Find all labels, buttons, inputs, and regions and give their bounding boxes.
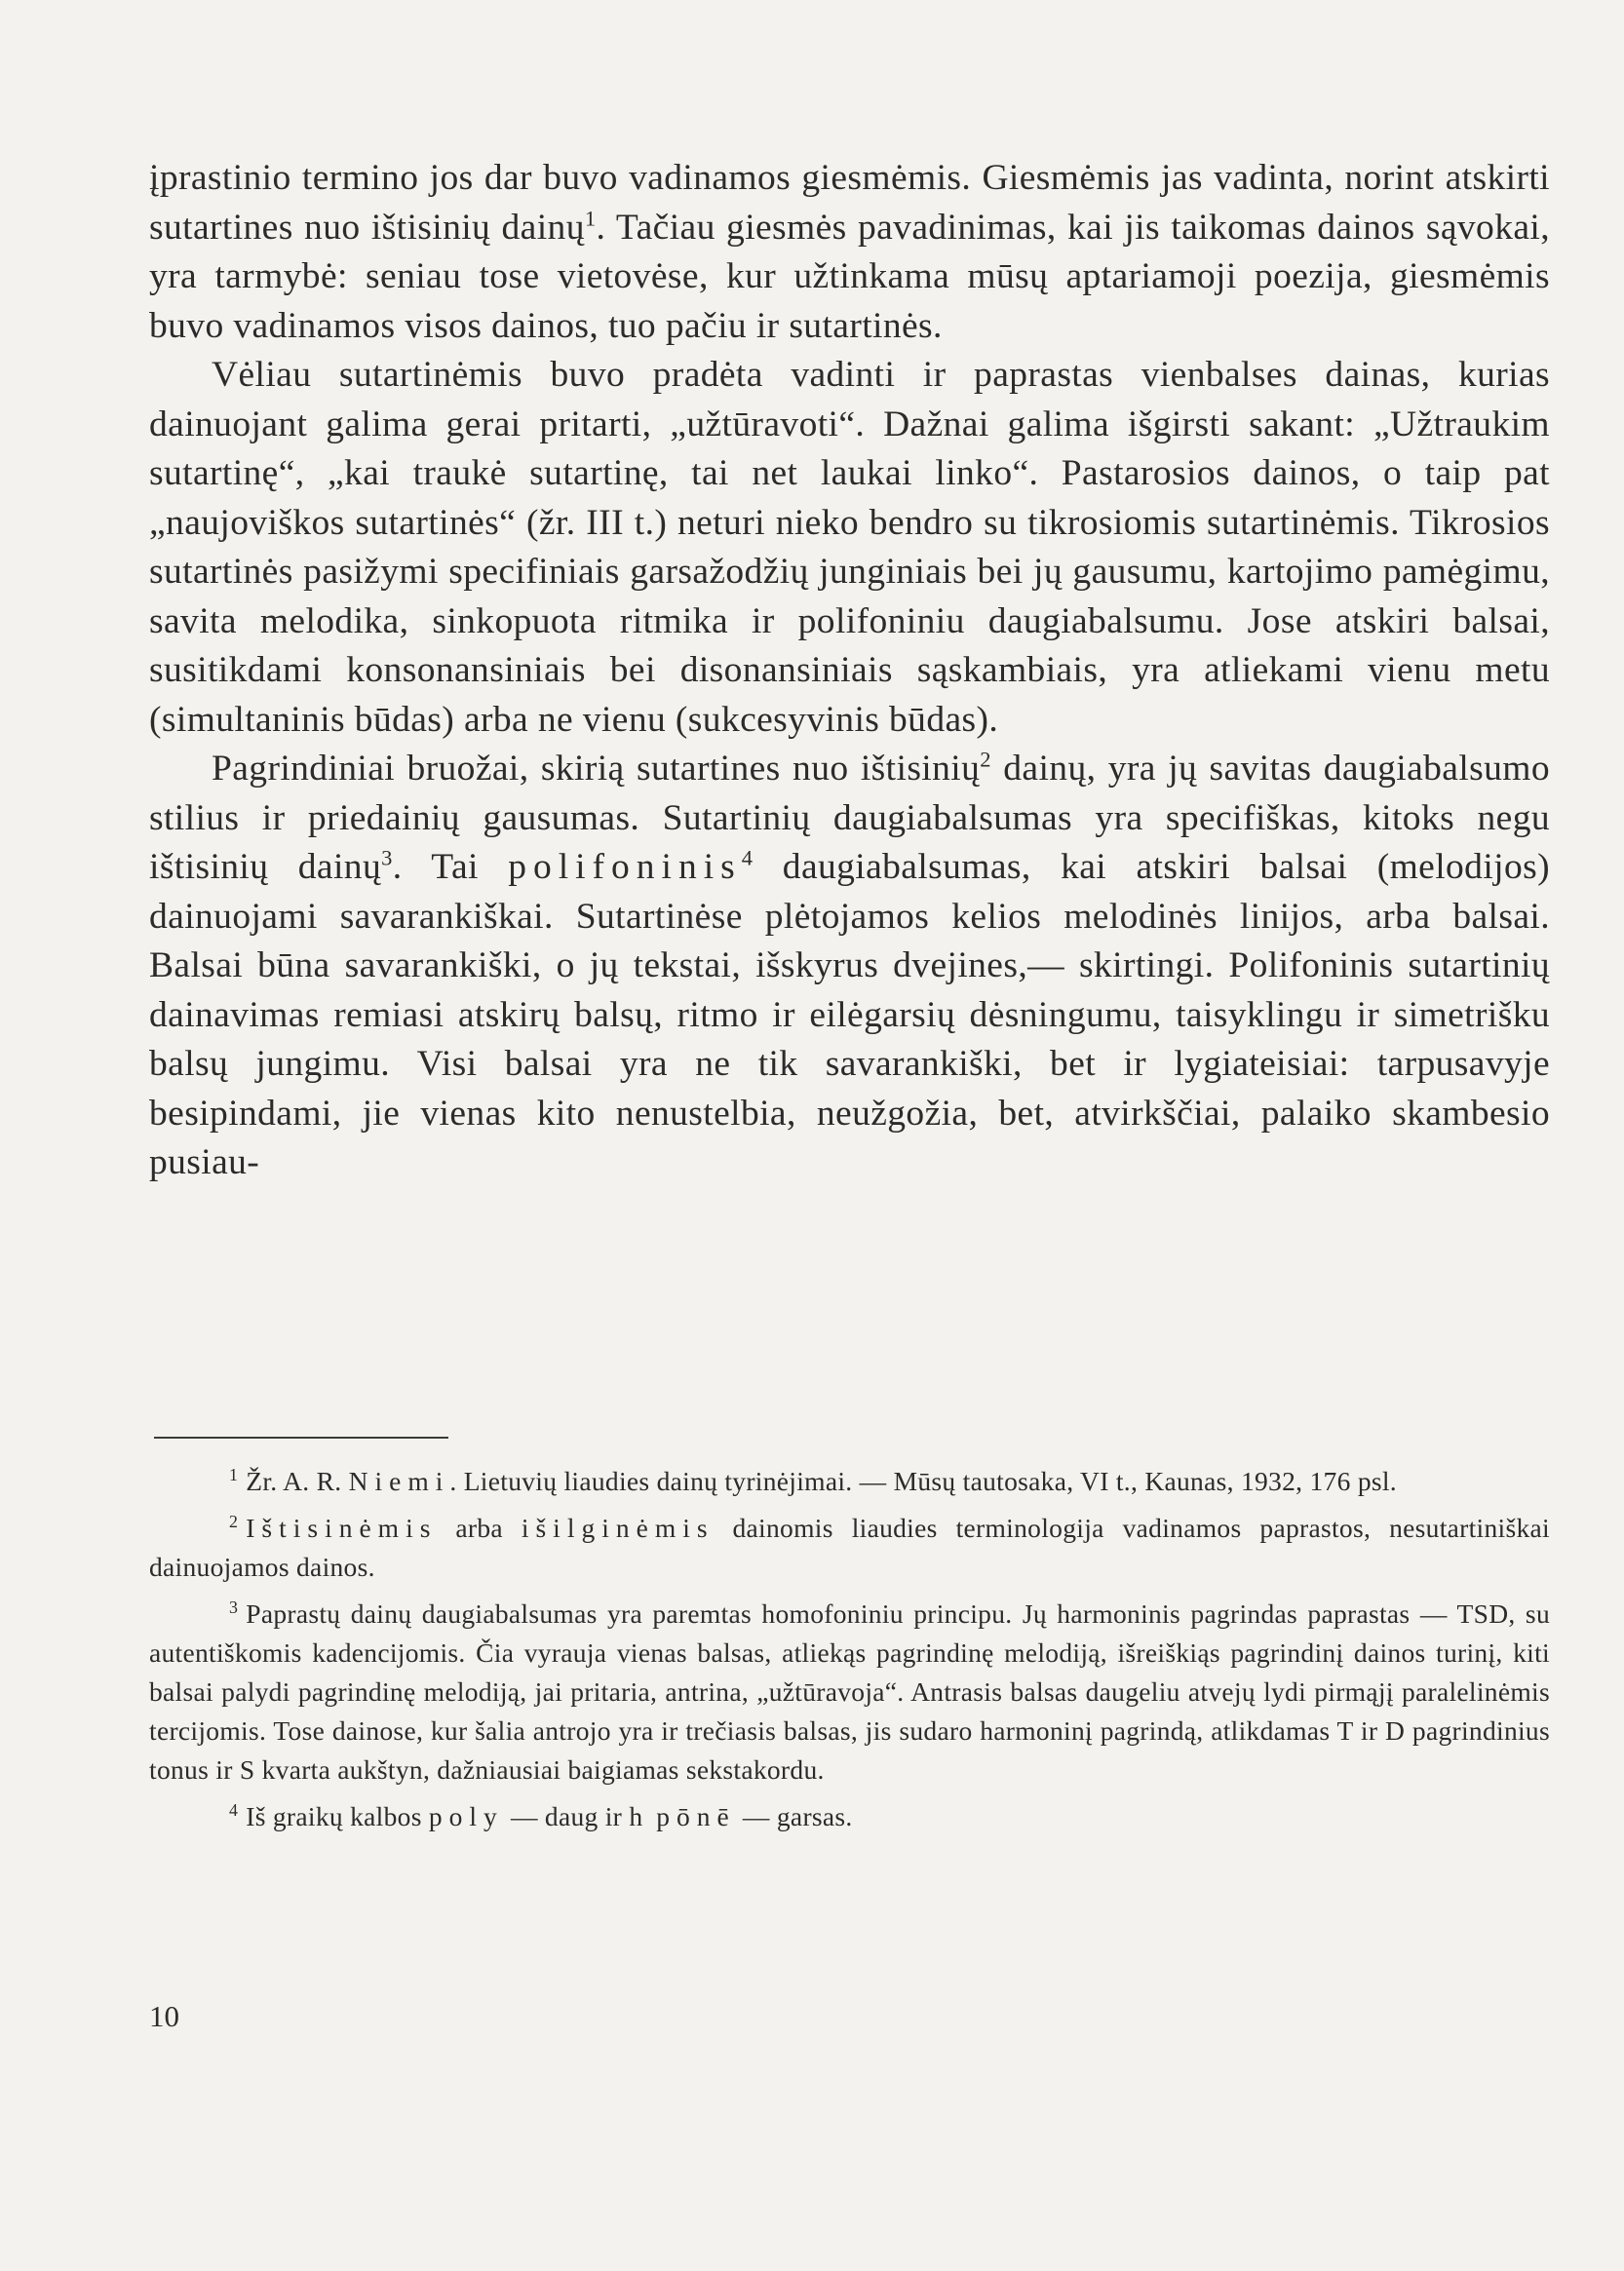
footnote-4: [149, 1797, 1550, 1836]
footnote-mark: 3: [229, 1597, 239, 1617]
footnote-ref-4: 4: [741, 845, 754, 870]
footnote-text: — garsas.: [735, 1801, 853, 1831]
paragraph-3: [149, 745, 1550, 1188]
page-number: 10: [149, 1999, 179, 2033]
emphasized-term: polifoninis: [508, 847, 742, 887]
footnotes: [149, 1462, 1550, 1836]
footnote-3: [149, 1595, 1550, 1790]
footnote-text: — daug ir: [503, 1801, 630, 1831]
footnote-ref-1: 1: [584, 206, 597, 230]
author-name: Niemi: [348, 1466, 450, 1496]
greek-letter: h: [629, 1801, 643, 1831]
emphasized-term: Ištisinėmis: [246, 1513, 438, 1543]
paragraph-3-text: Pagrindiniai bruožai, skirią sutartines nuo ištisinių: [212, 749, 981, 789]
greek-term: pōnē: [642, 1801, 736, 1831]
footnote-text: Paprastų dainų daugiabalsumas yra paremtas homofoniniu principu. Jų harmoninis pagrindas paprastas — TSD, su autentiškomis kadencijomis. Čia vyrauja vienas balsas, atliekąs pagrindinę melodiją, išreiškiąs pagrindinį dainos turinį, kiti balsai palydi pagrindinę melodiją, jai pritaria, antrina, „užtūravoja“. Antrasis balsas daugeliu atvejų lydi pirmąjį paralelinėmis tercijomis. Tose dainose, kur šalia antrojo yra ir trečiasis balsas, jis sudaro harmoninį pagrindą, atlikdamas T ir D pagrindinius tonus ir S kvarta aukštyn, dažniausiai baigiamas sekstakordu.: [149, 1598, 1550, 1785]
footnote-divider: [154, 1437, 448, 1439]
paragraph-3-text-cont-2: . Tai: [392, 847, 509, 887]
greek-term: poly: [428, 1801, 504, 1831]
paragraph-3-text-cont-3: daugiabalsumas, kai atskiri balsai (melodijos) dainuojami savarankiškai. Sutartinėse plėtojamos kelios melodinės linijos, arba balsai. Balsai būna savarankiški, o jų tekstai, išskyrus dvejines,— skirtingi. Polifoninis sutartinių dainavimas remiasi atskirų balsų, ritmo ir eilėgarsių dėsningumu, taisyklingu ir simetrišku balsų jungimu. Visi balsai yra ne tik savarankiški, bet ir lygiateisiai: tarpusavyje besipindami, jie vienas kito nenustelbia, neužgožia, bet, atvirkščiai, palaiko skambesio pusiau-: [149, 847, 1550, 1182]
paragraph-3-text-cont: dainų, yra jų savitas daugiabalsumo stilius ir priedainių gausumas. Sutartinių daugiabalsumas yra specifiškas, kitoks negu ištisinių dainų: [149, 749, 1550, 887]
footnote-text: Iš graikų kalbos: [246, 1801, 429, 1831]
paragraph-1-text-cont: . Tačiau giesmės pavadinimas, kai jis taikomas dainos sąvokai, yra tarmybė: seniau tose vietovėse, kur užtinkama mūsų aptariamoji poezija, giesmėmis buvo vadinamos visos dainos, tuo pačiu ir sutartinės.: [149, 207, 1550, 346]
footnote-mark: 2: [229, 1511, 239, 1531]
footnote-text: Žr. A. R.: [246, 1466, 349, 1496]
footnote-1: [149, 1462, 1550, 1501]
paragraph-2: Vėliau sutartinėmis buvo pradėta vadinti ir paprastas vienbalses dainas, kurias dainuojant galima gerai pritarti, „užtūravoti“. Dažnai galima išgirsti sakant: „Užtraukim sutartinę“, „kai traukė sutartinę, tai net laukai linko“. Pastarosios dainos, o taip pat „naujoviškos sutartinės“ (žr. III t.) neturi nieko bendro su tikrosiomis sutartinėmis. Tikrosios sutartinės pasižymi specifiniais garsažodžių junginiais bei jų gausumu, kartojimo pamėgimu, savita melodika, sinkopuota ritmika ir polifoniniu daugiabalsumu. Jose atskiri balsai, susitikdami konsonansiniais bei disonansiniais sąskambiais, yra atliekami vienu metu (simultaninis būdas) arba ne vienu (sukcesyvinis būdas).: [149, 355, 1550, 740]
footnote-mark: 4: [229, 1799, 239, 1820]
footnote-text: dainomis liaudies terminologija vadinamos paprastos, nesutartiniškai dainuojamos dainos.: [149, 1513, 1550, 1582]
footnote-2: [149, 1509, 1550, 1587]
footnote-ref-2: 2: [980, 747, 991, 772]
footnote-ref-3: 3: [381, 845, 393, 870]
footnote-text: . Lietuvių liaudies dainų tyrinėjimai. — Mūsų tautosaka, VI t., Kaunas, 1932, 176 psl.: [449, 1466, 1397, 1496]
main-text: [149, 154, 1550, 1188]
footnote-text: arba: [437, 1513, 522, 1543]
footnote-mark: 1: [229, 1464, 239, 1484]
paragraph-1: [149, 154, 1550, 351]
emphasized-term: išilginėmis: [521, 1513, 715, 1543]
paragraph-1-text: įprastinio termino jos dar buvo vadinamos giesmėmis. Giesmėmis jas vadinta, norint atskirti sutartines nuo ištisinių dainų: [149, 158, 1550, 248]
